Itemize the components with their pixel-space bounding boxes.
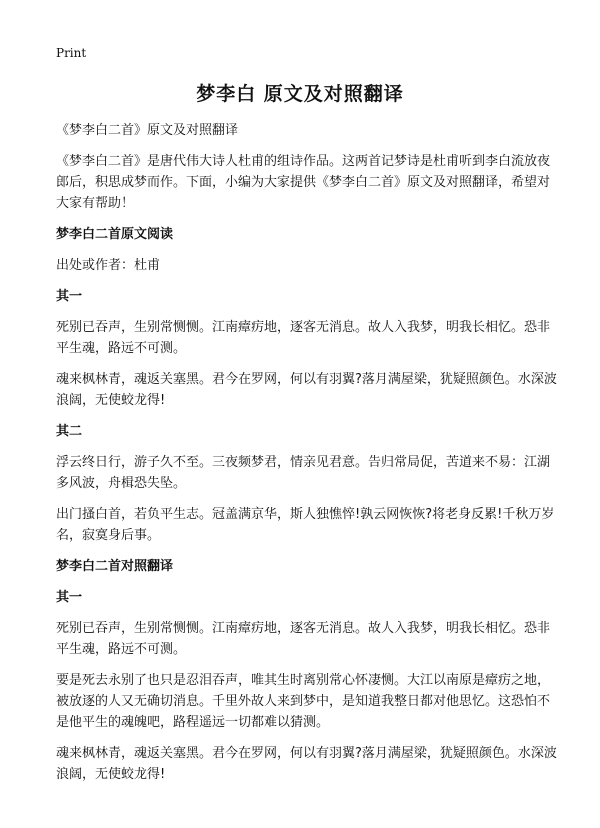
- original-poem1-para1: 死别已吞声，生别常恻恻。江南瘴疠地，逐客无消息。故人入我梦，明我长相忆。恐非平生魂，路远不可测。: [56, 320, 551, 356]
- original-poem2-para1: 浮云终日行，游子久不至。三夜频梦君，情亲见君意。告归常局促，苦道来不易：江湖多风波，舟楫恐失坠。: [56, 455, 551, 491]
- original-poem1-heading: 其一: [56, 289, 83, 304]
- original-poem2-heading: 其二: [56, 424, 83, 439]
- original-poem2-para2: 出门搔白首，若负平生志。冠盖满京华，斯人独憔悴!孰云网恢恢?将老身反累!千秋万岁名，寂寞身后事。: [56, 507, 555, 543]
- intro-paragraph: 《梦李白二首》是唐代伟大诗人杜甫的组诗作品。这两首记梦诗是杜甫听到李白流放夜郎后，积思成梦而作。下面，小编为大家提供《梦李白二首》原文及对照翻译，希望对大家有帮助！: [56, 154, 551, 211]
- article-body: [56, 120, 558, 795]
- translation-poem1-heading: 其一: [56, 590, 83, 605]
- subtitle: 《梦李白二首》原文及对照翻译: [56, 123, 239, 138]
- translation-poem1-para3: 魂来枫林青，魂返关塞黑。君今在罗网，何以有羽翼?落月满屋梁，犹疑照颜色。水深波浪阔，无使蛟龙得!: [56, 746, 557, 782]
- translation-poem1-para2: 要是死去永别了也只是忍泪吞声，唯其生时离别常心怀凄恻。大江以南原是瘴疠之地，被放逐的人又无确切消息。千里外故人来到梦中，是知道我整日都对他思忆。这恐怕不是他平生的魂魄吧，路程遥远一切都难以猜测。: [56, 673, 551, 730]
- author-line: 出处或作者：杜甫: [56, 258, 161, 273]
- translation-section-heading: 梦李白二首对照翻译: [56, 559, 174, 574]
- original-poem1-para2: 魂来枫林青，魂返关塞黑。君今在罗网，何以有羽翼?落月满屋梁，犹疑照颜色。水深波浪阔，无使蛟龙得!: [56, 372, 557, 408]
- page-title: 梦李白 原文及对照翻译: [196, 83, 404, 105]
- original-section-heading: 梦李白二首原文阅读: [56, 227, 174, 242]
- print-link[interactable]: Print: [56, 46, 87, 60]
- translation-poem1-para1: 死别已吞声，生别常恻恻。江南瘴疠地，逐客无消息。故人入我梦，明我长相忆。恐非平生魂，路远不可测。: [56, 621, 551, 657]
